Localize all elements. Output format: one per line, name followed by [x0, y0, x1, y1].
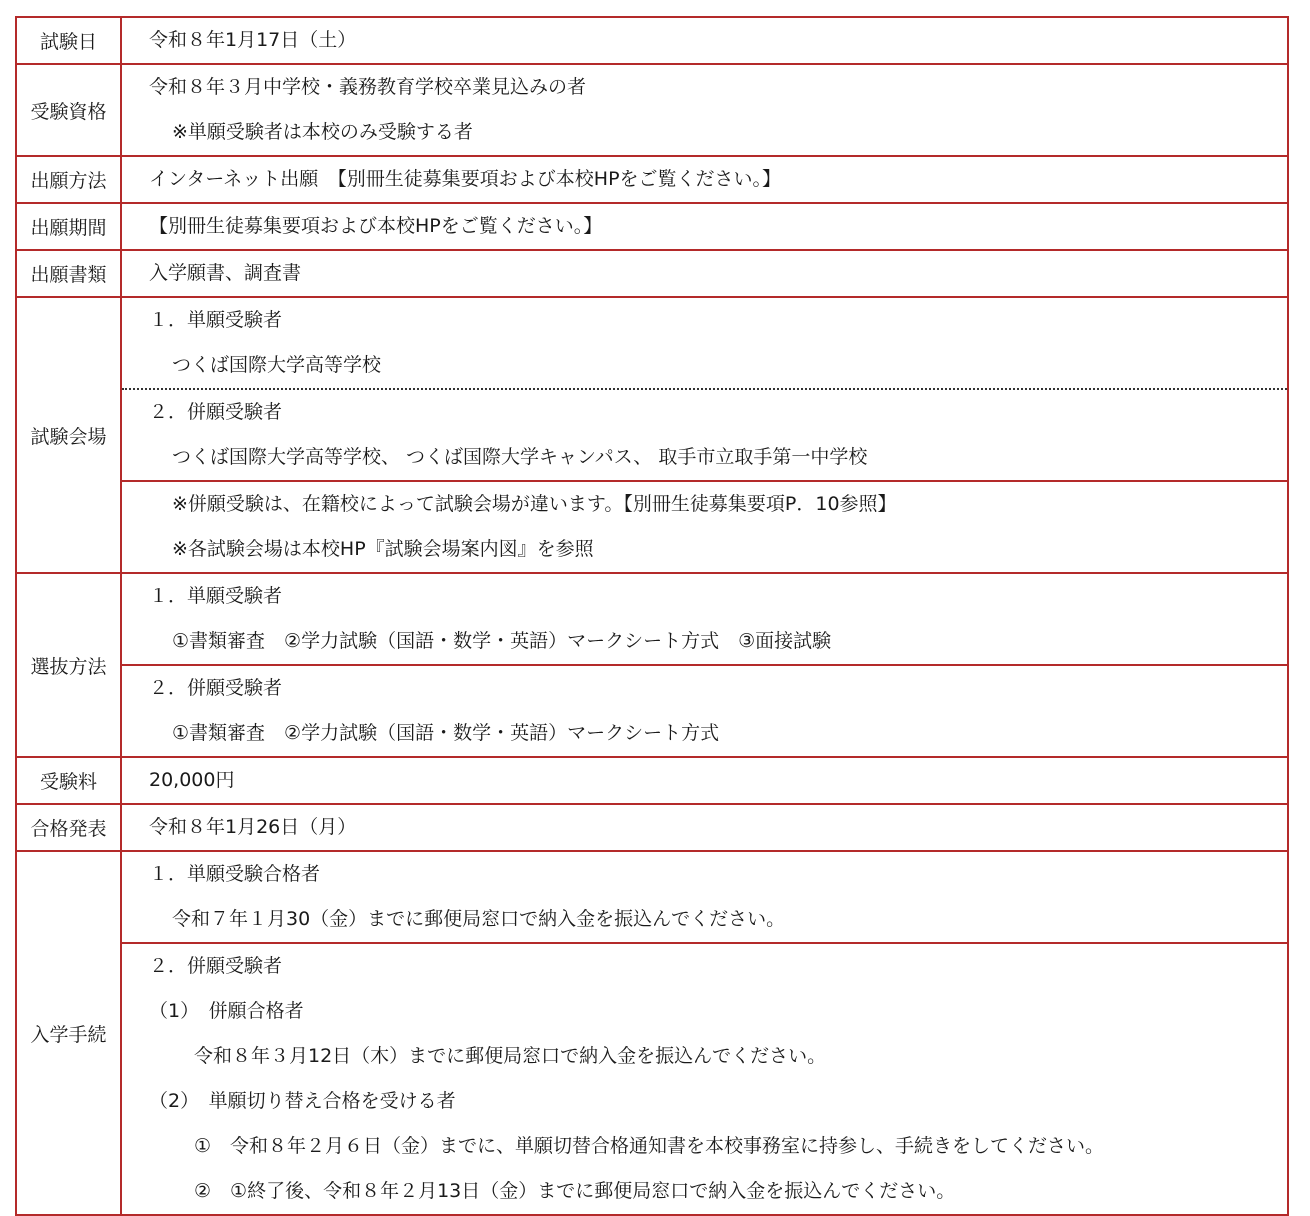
eligibility-line-2: ※単願受験者は本校のみ受験する者: [172, 121, 473, 143]
row-application-method: [16, 156, 1288, 203]
venue-combined-heading: ２．併願受験者: [122, 388, 1287, 435]
value-admission-single: [121, 851, 1288, 943]
admission-sub2-item-2: ② ①終了後、令和８年２月13日（金）までに郵便局窓口で納入金を振込んでください。: [194, 1180, 956, 1202]
result-announcement-text: 令和８年1月26日（月）: [149, 816, 357, 838]
value-exam-fee: [121, 757, 1288, 804]
eligibility-line-1: 令和８年３月中学校・義務教育学校卒業見込みの者: [149, 76, 587, 98]
selection-single-detail: ①書類審査 ②学力試験（国語・数学・英語）マークシート方式 ③面接試験: [172, 630, 832, 652]
admission-sub2-item-1: ① 令和８年２月６日（金）までに、単願切替合格通知書を本校事務室に持参し、手続きをしてください。: [194, 1135, 1105, 1157]
admission-info-table: [15, 16, 1289, 1216]
label-selection-method: 選抜方法: [16, 573, 121, 757]
application-period-text: 【別冊生徒募集要項および本校HPをご覧ください。】: [149, 215, 603, 237]
row-eligibility: [16, 64, 1288, 156]
admission-sub1-detail: 令和８年３月12日（木）までに郵便局窓口で納入金を振込んでください。: [194, 1045, 827, 1067]
admission-combined-heading: ２．併願受験者: [149, 955, 283, 977]
venue-note-2: ※各試験会場は本校HP『試験会場案内図』を参照: [172, 538, 594, 560]
row-selection-method-a: [16, 573, 1288, 665]
exam-fee-text: 20,000円: [149, 769, 235, 791]
label-exam-venue: 試験会場: [16, 297, 121, 573]
row-admission-procedure-a: [16, 851, 1288, 943]
venue-single-heading: １．単願受験者: [149, 309, 283, 331]
label-application-documents: 出願書類: [16, 250, 121, 297]
label-exam-date: 試験日: [16, 17, 121, 64]
row-exam-fee: [16, 757, 1288, 804]
selection-combined-heading: ２．併願受験者: [149, 677, 283, 699]
row-admission-procedure-b: [16, 943, 1288, 1215]
value-exam-venue-main: [121, 297, 1288, 481]
venue-combined-locations: つくば国際大学高等学校、 つくば国際大学キャンパス、 取手市立取手第一中学校: [172, 446, 868, 468]
value-application-period: [121, 203, 1288, 250]
admission-single-detail: 令和７年１月30（金）までに郵便局窓口で納入金を振込んでください。: [172, 908, 786, 930]
label-application-period: 出願期間: [16, 203, 121, 250]
admission-sub1-heading: （1） 併願合格者: [149, 1000, 304, 1022]
admission-sub2-heading: （2） 単願切り替え合格を受ける者: [149, 1090, 456, 1112]
exam-date-text: 令和８年1月17日（土）: [149, 29, 357, 51]
row-exam-date: [16, 17, 1288, 64]
row-selection-method-b: [16, 665, 1288, 757]
row-exam-venue-b: [16, 481, 1288, 573]
value-application-documents: [121, 250, 1288, 297]
label-exam-fee: 受験料: [16, 757, 121, 804]
value-exam-venue-notes: [121, 481, 1288, 573]
selection-combined-detail: ①書類審査 ②学力試験（国語・数学・英語）マークシート方式: [172, 722, 720, 744]
row-result-announcement: [16, 804, 1288, 851]
value-selection-combined: [121, 665, 1288, 757]
label-result-announcement: 合格発表: [16, 804, 121, 851]
application-method-text: インターネット出願 【別冊生徒募集要項および本校HPをご覧ください。】: [149, 168, 782, 190]
value-selection-single: [121, 573, 1288, 665]
label-eligibility: 受験資格: [16, 64, 121, 156]
row-application-documents: [16, 250, 1288, 297]
value-admission-combined: [121, 943, 1288, 1215]
selection-single-heading: １．単願受験者: [149, 585, 283, 607]
venue-note-1: ※併願受験は、在籍校によって試験会場が違います。【別冊生徒募集要項P．10参照】: [172, 493, 897, 515]
label-application-method: 出願方法: [16, 156, 121, 203]
application-documents-text: 入学願書、調査書: [149, 262, 302, 284]
venue-single-location: つくば国際大学高等学校: [172, 354, 382, 376]
value-result-announcement: [121, 804, 1288, 851]
value-eligibility: [121, 64, 1288, 156]
row-application-period: [16, 203, 1288, 250]
label-admission-procedure: 入学手続: [16, 851, 121, 1215]
value-application-method: [121, 156, 1288, 203]
admission-single-heading: １．単願受験合格者: [149, 863, 321, 885]
value-exam-date: [121, 17, 1288, 64]
row-exam-venue-a: [16, 297, 1288, 481]
